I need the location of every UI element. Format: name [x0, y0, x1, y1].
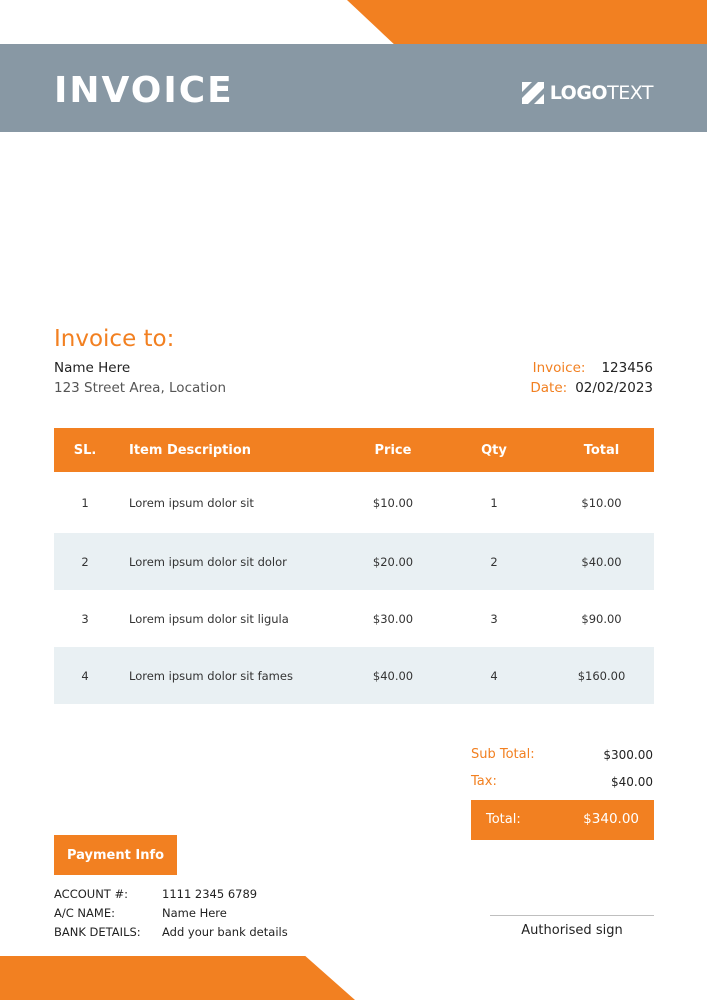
- invoice-number: 123456: [601, 360, 653, 376]
- subtotal-value: $300.00: [603, 748, 653, 762]
- row-description: Lorem ipsum dolor sit: [129, 495, 254, 510]
- logo-mark-icon: [522, 82, 544, 104]
- row-total: $10.00: [581, 495, 622, 510]
- logo-text-strong: LOGO: [549, 82, 608, 104]
- row-price: $40.00: [372, 668, 414, 683]
- table-row: [54, 533, 654, 590]
- row-price: $20.00: [372, 554, 414, 569]
- table-row: [54, 590, 654, 647]
- header-sl: SL.: [73, 442, 97, 458]
- invoice-number-label: Invoice:: [532, 360, 586, 376]
- header-band: [0, 44, 707, 132]
- table-row: [54, 647, 654, 704]
- account-name-label: A/C NAME:: [54, 906, 115, 920]
- invoice-title: INVOICE: [54, 70, 234, 111]
- header-description: Item Description: [129, 442, 252, 458]
- row-total: $40.00: [581, 554, 622, 569]
- row-sl: 2: [81, 554, 89, 569]
- grand-total-value: $340.00: [583, 811, 639, 827]
- row-total: $90.00: [581, 611, 622, 626]
- invoice-to-heading: Invoice to:: [54, 326, 175, 352]
- header-total: Total: [583, 442, 620, 458]
- row-qty: 2: [490, 554, 498, 569]
- logo: [522, 82, 653, 104]
- invoice-date-label: Date:: [530, 380, 568, 396]
- row-sl: 1: [81, 495, 89, 510]
- account-name-value: Name Here: [162, 906, 227, 920]
- bank-details-label: BANK DETAILS:: [54, 925, 141, 939]
- payment-info-heading: Payment Info: [54, 835, 177, 875]
- grand-total-box: [471, 800, 654, 840]
- items-table: [54, 428, 654, 704]
- account-number-label: ACCOUNT #:: [54, 887, 128, 901]
- client-address: 123 Street Area, Location: [54, 380, 227, 396]
- invoice-number-line: [533, 360, 653, 376]
- table-row: [54, 472, 654, 533]
- row-total: $160.00: [577, 668, 626, 683]
- table-header: [54, 428, 654, 472]
- grand-total-label: Total:: [486, 812, 521, 827]
- row-qty: 3: [490, 611, 498, 626]
- signature-line: [490, 915, 654, 916]
- bottom-orange-accent: [0, 956, 355, 1000]
- row-sl: 4: [81, 668, 89, 683]
- row-qty: 4: [490, 668, 498, 683]
- invoice-date: 02/02/2023: [575, 380, 653, 396]
- client-name: Name Here: [54, 360, 131, 376]
- row-price: $10.00: [372, 495, 414, 510]
- row-description: Lorem ipsum dolor sit dolor: [129, 554, 287, 569]
- header-qty: Qty: [481, 442, 507, 458]
- subtotal-label: Sub Total:: [471, 747, 535, 762]
- account-number-value: 1111 2345 6789: [162, 887, 258, 901]
- invoice-date-line: [530, 380, 653, 396]
- row-price: $30.00: [372, 611, 414, 626]
- logo-text-light: TEXT: [607, 82, 653, 104]
- row-description: Lorem ipsum dolor sit ligula: [129, 611, 289, 626]
- tax-label: Tax:: [471, 774, 497, 789]
- signature-label: Authorised sign: [521, 923, 623, 938]
- top-orange-accent: [347, 0, 707, 44]
- header-price: Price: [374, 442, 412, 458]
- tax-value: $40.00: [611, 775, 653, 789]
- row-description: Lorem ipsum dolor sit fames: [129, 668, 293, 683]
- bank-details-value: Add your bank details: [162, 925, 288, 939]
- row-qty: 1: [490, 495, 498, 510]
- logo-text: [550, 82, 653, 104]
- row-sl: 3: [81, 611, 89, 626]
